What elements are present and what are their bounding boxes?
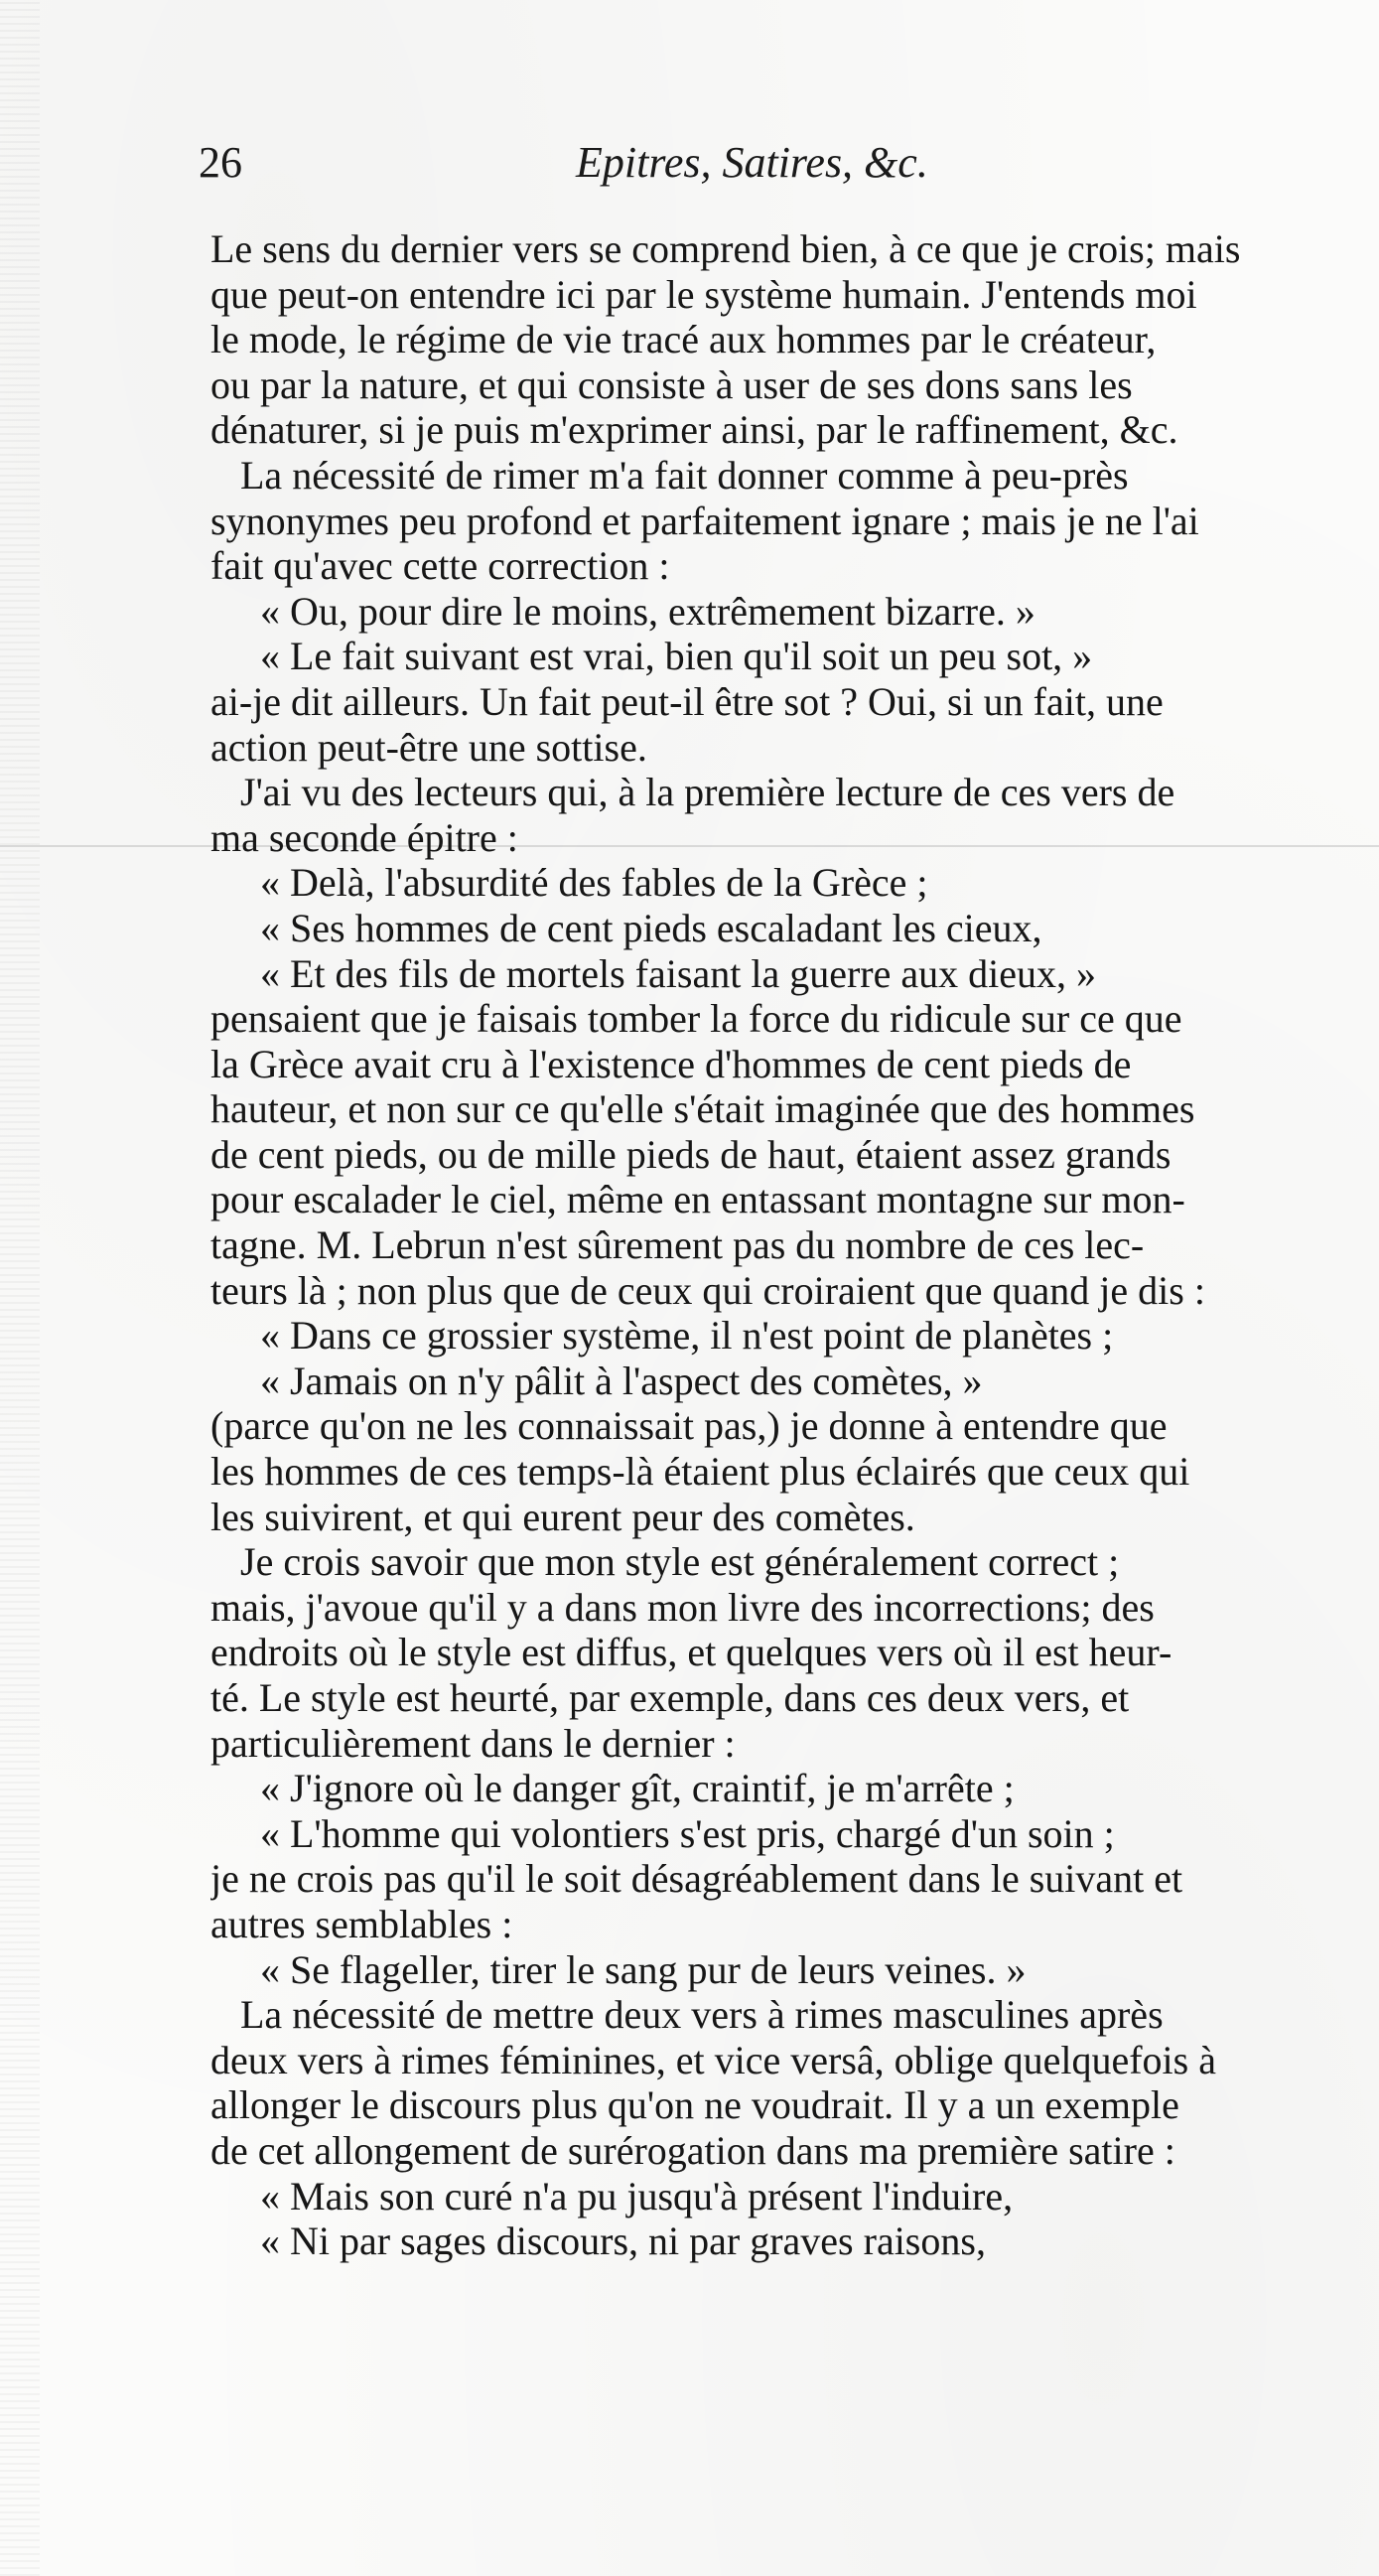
body-text bbox=[210, 226, 1352, 2264]
verse-line: « Ses hommes de cent pieds escaladant les cieux, bbox=[260, 905, 1042, 950]
text-line: je ne crois pas qu'il le soit désagréablement dans le suivant et bbox=[210, 1856, 1183, 1902]
page-number: 26 bbox=[199, 138, 242, 187]
verse-line: « Mais son curé n'a pu jusqu'à présent l'induire, bbox=[260, 2173, 1014, 2218]
verse-line: « Dans ce grossier système, il n'est point de planètes ; bbox=[260, 1313, 1114, 1359]
text-line: deux vers à rimes féminines, et vice versâ, oblige quelquefois à bbox=[210, 2037, 1216, 2082]
verse-line: « Ni par sages discours, ni par graves raisons, bbox=[260, 2218, 986, 2264]
text-line: Je crois savoir que mon style est généralement correct ; bbox=[240, 1539, 1120, 1585]
text-line: hauteur, et non sur ce qu'elle s'était imaginée que des hommes bbox=[210, 1086, 1195, 1132]
verse-line: « L'homme qui volontiers s'est pris, chargé d'un soin ; bbox=[260, 1810, 1115, 1856]
text-line: pensaient que je faisais tomber la force du ridicule sur ce que bbox=[210, 996, 1182, 1042]
text-line: tagne. M. Lebrun n'est sûrement pas du nombre de ces lec- bbox=[210, 1222, 1145, 1268]
text-line: action peut-être une sottise. bbox=[210, 724, 647, 770]
text-line: de cet allongement de surérogation dans ma première satire : bbox=[210, 2127, 1175, 2173]
text-line: J'ai vu des lecteurs qui, à la première lecture de ces vers de bbox=[240, 770, 1175, 815]
text-line: de cent pieds, ou de mille pieds de haut, étaient assez grands bbox=[210, 1131, 1172, 1177]
text-line: ai-je dit ailleurs. Un fait peut-il être sot ? Oui, si un fait, une bbox=[210, 678, 1164, 724]
text-line: autres semblables : bbox=[210, 1901, 513, 1946]
text-line: La nécessité de rimer m'a fait donner comme à peu-près bbox=[240, 452, 1129, 498]
verse-line: « Se flageller, tirer le sang pur de leurs veines. » bbox=[260, 1946, 1027, 1992]
running-title: Epitres, Satires, &c. bbox=[576, 138, 928, 187]
text-line: que peut-on entendre ici par le système humain. J'entends moi bbox=[210, 271, 1197, 317]
page-edge-shadow bbox=[0, 0, 40, 2576]
verse-line: « Jamais on n'y pâlit à l'aspect des comètes, » bbox=[260, 1358, 983, 1403]
text-line: ma seconde épitre : bbox=[210, 814, 518, 860]
text-line: pour escalader le ciel, même en entassant montagne sur mon- bbox=[210, 1177, 1185, 1222]
text-line: Le sens du dernier vers se comprend bien, à ce que je crois; mais bbox=[210, 226, 1241, 271]
page-header bbox=[199, 137, 1191, 207]
text-line: dénaturer, si je puis m'exprimer ainsi, par le raffinement, &c. bbox=[210, 407, 1178, 453]
text-line: allonger le discours plus qu'on ne voudrait. Il y a un exemple bbox=[210, 2082, 1179, 2128]
text-line: té. Le style est heurté, par exemple, dans ces deux vers, et bbox=[210, 1675, 1130, 1720]
text-line: synonymes peu profond et parfaitement ignare ; mais je ne l'ai bbox=[210, 498, 1199, 543]
text-line: les suivirent, et qui eurent peur des comètes. bbox=[210, 1494, 915, 1539]
text-line: la Grèce avait cru à l'existence d'hommes de cent pieds de bbox=[210, 1041, 1132, 1086]
text-line: (parce qu'on ne les connaissait pas,) je donne à entendre que bbox=[210, 1403, 1168, 1449]
text-line: mais, j'avoue qu'il y a dans mon livre des incorrections; des bbox=[210, 1584, 1155, 1630]
verse-line: « Et des fils de mortels faisant la guerre aux dieux, » bbox=[260, 950, 1096, 996]
text-line: particulièrement dans le dernier : bbox=[210, 1720, 736, 1766]
text-line: le mode, le régime de vie tracé aux hommes par le créateur, bbox=[210, 317, 1157, 362]
text-line: fait qu'avec cette correction : bbox=[210, 543, 670, 589]
text-line: teurs là ; non plus que de ceux qui croiraient que quand je dis : bbox=[210, 1267, 1205, 1313]
verse-line: « Delà, l'absurdité des fables de la Grèce ; bbox=[260, 860, 928, 906]
text-line: La nécessité de mettre deux vers à rimes masculines après bbox=[240, 1992, 1164, 2038]
text-line: ou par la nature, et qui consiste à user de ses dons sans les bbox=[210, 361, 1133, 407]
text-line: les hommes de ces temps-là étaient plus éclairés que ceux qui bbox=[210, 1449, 1190, 1495]
verse-line: « J'ignore où le danger gît, craintif, je m'arrête ; bbox=[260, 1766, 1015, 1811]
text-line: endroits où le style est diffus, et quelques vers où il est heur- bbox=[210, 1630, 1172, 1675]
verse-line: « Ou, pour dire le moins, extrêmement bizarre. » bbox=[260, 588, 1035, 634]
verse-line: « Le fait suivant est vrai, bien qu'il soit un peu sot, » bbox=[260, 634, 1093, 679]
